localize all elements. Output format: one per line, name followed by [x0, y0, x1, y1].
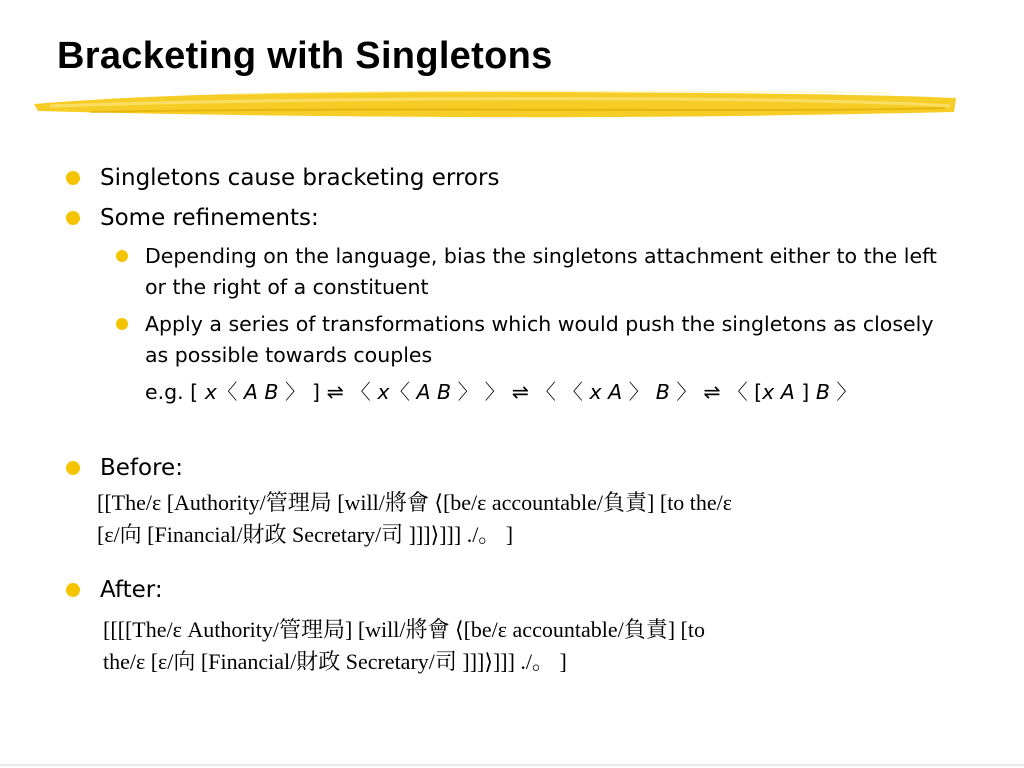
bullet-marker: [66, 583, 80, 597]
formula-var: B: [655, 380, 670, 404]
bullet-text: Singletons cause bracketing errors: [100, 165, 500, 191]
bullet-text: Some refinements:: [100, 205, 319, 231]
after-label: After:: [100, 577, 163, 603]
formula-bracket: 〉 ]: [285, 380, 321, 404]
title-underline-brush: [30, 84, 960, 124]
formula-arrow: ⇌: [703, 380, 721, 404]
formula-var: x: [204, 380, 217, 404]
sub-bullet-marker: [116, 250, 128, 262]
bullet-marker: [66, 461, 80, 475]
formula-var: A B: [243, 380, 279, 404]
formula-prefix: e.g. [: [145, 380, 199, 404]
sub-bullet-text: Depending on the language, bias the singletons attachment either to the left or the right of a constituent: [145, 244, 937, 299]
formula-bracket: 〈: [389, 380, 410, 404]
formula-var: x A: [762, 380, 795, 404]
formula-var: x: [377, 380, 390, 404]
formula-var: A B: [416, 380, 452, 404]
formula-arrow: ⇌: [511, 380, 529, 404]
formula-bracket: 〉: [836, 380, 857, 404]
formula-arrow: ⇌: [326, 380, 344, 404]
bullet-marker: [66, 211, 80, 225]
formula-bracket: 〈: [216, 380, 238, 404]
formula-bracket: 〉: [628, 380, 650, 404]
bullet-marker: [66, 171, 80, 185]
bottom-divider: [0, 764, 1024, 766]
formula-var: B: [815, 380, 830, 404]
formula-var: x A: [589, 380, 623, 404]
formula-bracket: 〈: [350, 380, 371, 404]
formula-bracket: 〉 〉: [457, 380, 506, 404]
formula-bracket: 〉: [676, 380, 697, 404]
formula-bracket: 〈 〈: [535, 380, 583, 404]
after-example-line-1: [[[[The/ε Authority/管理局] [will/將會 ⟨[be/ε accountable/負責] [to: [103, 617, 705, 642]
before-example-line-2: [ε/向 [Financial/財政 Secretary/司 ]]]⟩]]] ./。 ]: [97, 522, 514, 547]
formula-bracket: ]: [801, 380, 810, 404]
formula-bracket: 〈 [: [727, 380, 763, 404]
slide-title: Bracketing with Singletons: [57, 35, 553, 77]
sub-bullet-text: Apply a series of transformations which would push the singletons as closely as possible towards couples: [145, 312, 934, 367]
before-label: Before:: [100, 455, 183, 481]
after-example-line-2: the/ε [ε/向 [Financial/財政 Secretary/司 ]]]⟩]]] ./。 ]: [103, 649, 567, 674]
transformation-formula: [145, 377, 857, 408]
before-example-line-1: [[The/ε [Authority/管理局 [will/將會 ⟨[be/ε accountable/負責] [to the/ε: [97, 490, 733, 515]
sub-bullet-marker: [116, 318, 128, 330]
